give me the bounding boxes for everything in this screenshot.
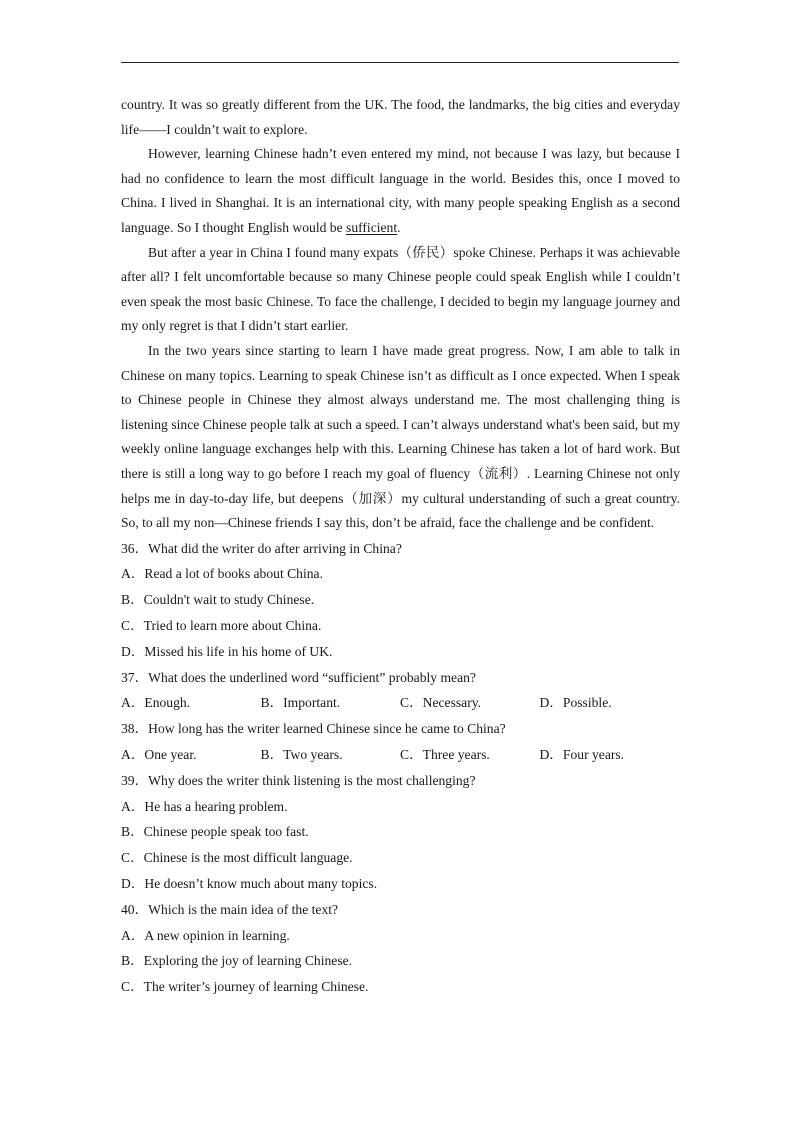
passage-paragraph-3: In the two years since starting to learn I have made great progress. Now, I am able to talk in Chinese on many topics. Learning to speak Chinese isn’t as difficult as I once expected. When I speak to Chinese people in Chinese they almost always understand me. The most challenging thing is listening since Chinese people talk at such a speed. I can’t always understand what's been said, but my weekly online language exchanges help with this. Learning Chinese has taken a lot of hard work. But there is still a long way to go before I reach my goal of fluency（流利）. Learning Chinese not only helps me in day-to-day life, but deepens（加深）my cultural understanding of such a great country. So, to all my non—Chinese friends I say this, don’t be afraid, face the challenge and be confident. bbox=[121, 342, 680, 531]
exam-page bbox=[121, 93, 680, 1000]
question-39: 39．Why does the writer think listening is the most challenging? bbox=[121, 772, 476, 788]
option-38-a: A．One year. bbox=[121, 747, 197, 763]
option-39-b: B．Chinese people speak too fast. bbox=[121, 824, 309, 840]
option-40-c: C．The writer’s journey of learning Chinese. bbox=[121, 979, 369, 995]
option-39-d: D．He doesn’t know much about many topics. bbox=[121, 876, 378, 892]
passage-paragraph-2: But after a year in China I found many expats（侨民）spoke Chinese. Perhaps it was achievable after all? I felt uncomfortable because so many Chinese people could speak English while I couldn’t even speak the most basic Chinese. To face the challenge, I decided to begin my language journey and my only regret is that I didn’t start earlier. bbox=[121, 244, 680, 334]
option-38-d: D．Four years. bbox=[539, 747, 625, 763]
question-40: 40．Which is the main idea of the text? bbox=[121, 901, 339, 917]
option-39-c: C．Chinese is the most difficult language. bbox=[121, 850, 353, 866]
option-40-a: A．A new opinion in learning. bbox=[121, 927, 290, 943]
passage-text: However, learning Chinese hadn’t even entered my mind, not because I was lazy, but because I had no confidence to learn the most difficult language in the world. Besides this, once I moved to China. I lived in Shanghai. It is an international city, with many people speaking English as a second language. So I thought English would be bbox=[121, 146, 680, 235]
question-37: 37．What does the underlined word “sufficient” probably mean? bbox=[121, 669, 476, 685]
options-37 bbox=[121, 690, 680, 716]
passage-paragraph-0: country. It was so greatly different from the UK. The food, the landmarks, the big cities and everyday life——I couldn’t wait to explore. bbox=[121, 97, 680, 137]
question-36: 36．What did the writer do after arriving in China? bbox=[121, 540, 402, 556]
option-37-c: C．Necessary. bbox=[400, 695, 482, 711]
reading-passage bbox=[121, 93, 680, 536]
option-40-b: B．Exploring the joy of learning Chinese. bbox=[121, 953, 353, 969]
option-38-b: B．Two years. bbox=[260, 747, 343, 763]
option-38-c: C．Three years. bbox=[400, 747, 490, 763]
option-36-b: B．Couldn't wait to study Chinese. bbox=[121, 592, 315, 608]
option-37-b: B．Important. bbox=[260, 695, 341, 711]
option-36-d: D．Missed his life in his home of UK. bbox=[121, 643, 333, 659]
question-list bbox=[121, 536, 680, 1000]
option-39-a: A．He has a hearing problem. bbox=[121, 798, 288, 814]
option-36-c: C．Tried to learn more about China. bbox=[121, 618, 322, 634]
option-37-d: D．Possible. bbox=[539, 695, 612, 711]
passage-text: . bbox=[397, 219, 401, 235]
passage-paragraph-1 bbox=[121, 142, 680, 240]
option-37-a: A．Enough. bbox=[121, 695, 191, 711]
question-38: 38．How long has the writer learned Chinese since he came to China? bbox=[121, 721, 506, 737]
header-rule bbox=[121, 62, 679, 63]
options-38 bbox=[121, 742, 680, 768]
option-36-a: A．Read a lot of books about China. bbox=[121, 566, 323, 582]
underlined-word: sufficient bbox=[346, 219, 398, 235]
